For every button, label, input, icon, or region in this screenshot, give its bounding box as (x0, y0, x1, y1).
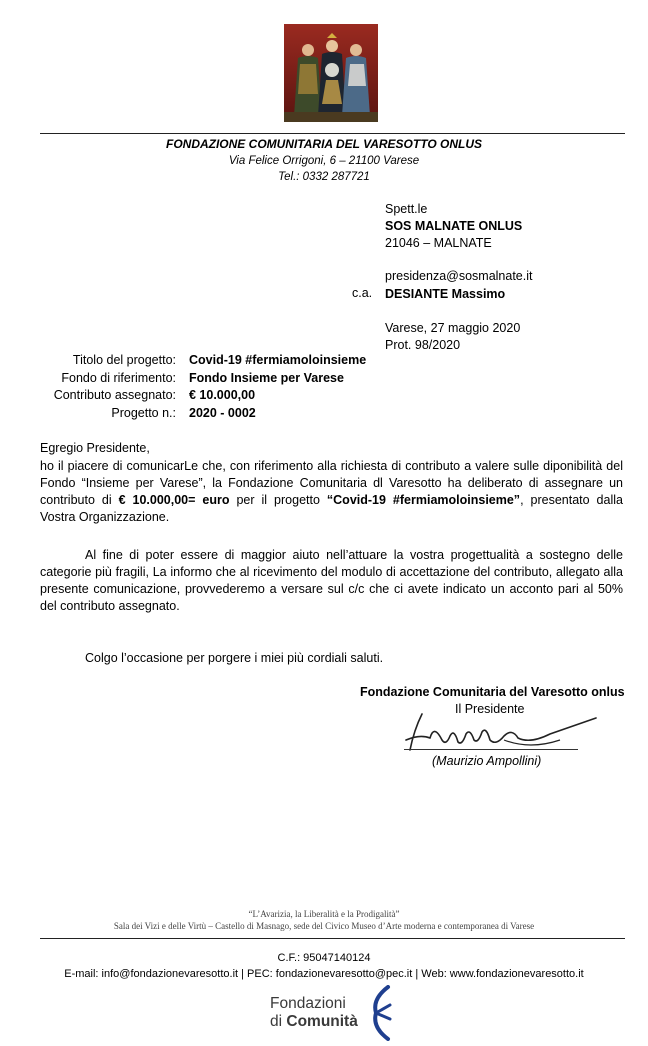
logo-line-2a: di (270, 1013, 287, 1030)
logo-line-2 (270, 1013, 358, 1031)
p1-text-b: per il progetto (229, 493, 327, 507)
ca-label: c.a. (352, 286, 373, 300)
signature-org: Fondazione Comunitaria del Varesotto onlus (360, 685, 625, 699)
fondazioni-logo-text (270, 995, 358, 1031)
logo-line-2b: Comunità (286, 1013, 358, 1030)
project-number-value: 2020 - 0002 (189, 406, 256, 420)
org-phone: Tel.: 0332 287721 (278, 171, 370, 183)
header-rule (40, 133, 625, 134)
greeting: Egregio Presidente, (40, 441, 150, 455)
quote-source: Sala dei Vizi e delle Virtù – Castello di Masnago, sede del Civico Museo d’Arte moderna e contemporanea di Varese (113, 921, 535, 931)
p1-project: “Covid-19 #fermiamoloinsieme” (326, 493, 521, 507)
paragraph-3: Colgo l’occasione per porgere i miei più cordiali saluti. (85, 651, 384, 665)
signature-line (404, 749, 578, 750)
contribution-value: € 10.000,00 (189, 388, 256, 402)
fund-value: Fondo Insieme per Varese (189, 371, 344, 385)
signature-name: (Maurizio Ampollini) (432, 754, 542, 768)
recipient-email: presidenza@sosmalnate.it (385, 269, 533, 283)
contact-info: E-mail: info@fondazionevaresotto.it | PEC: fondazionevaresotto@pec.it | Web: www.fondazionevaresotto.it (64, 968, 584, 980)
org-address: Via Felice Orrigoni, 6 – 21100 Varese (228, 155, 420, 167)
footer-rule (40, 938, 625, 939)
recipient-city: 21046 – MALNATE (385, 236, 492, 250)
p1-text-c: , presentato dalla Vostra Organizzazione. (40, 493, 623, 524)
handwritten-signature (400, 710, 600, 758)
p1-text-a: ho il piacere di comunicarLe che, con riferimento alla richiesta di contributo a valere sulle diponibilità del Fondo “Insieme per Varese”, la Fondazione Comunitaria dl Varesotto ha deliberato di assegnare un contributo di (40, 459, 623, 507)
logo-line-1: Fondazioni (270, 995, 346, 1012)
recipient-salutation: Spett.le (385, 202, 428, 216)
contribution-label: Contributo assegnato: (53, 388, 176, 402)
fund-label: Fondo di riferimento: (61, 371, 176, 385)
project-title-value: Covid-19 #fermiamoloinsieme (189, 353, 367, 367)
ca-name: DESIANTE Massimo (385, 287, 506, 301)
quote-title: “L’Avarizia, la Liberalità e la Prodigalità” (248, 909, 400, 919)
protocol-number: Prot. 98/2020 (385, 338, 461, 352)
fresco-painting-image (284, 24, 378, 122)
paragraph-1 (40, 458, 623, 526)
p1-amount: € 10.000,00= euro (118, 493, 230, 507)
fiscal-code: C.F.: 95047140124 (277, 952, 371, 964)
signature-role: Il Presidente (455, 702, 525, 716)
project-number-label: Progetto n.: (111, 406, 176, 420)
paragraph-2: Al fine di poter essere di maggior aiuto nell’attuare la vostra progettualità a sostegno delle categorie più fragili, La informo che al ricevimento del modulo di accettazione del contributo, allegato alla presente comunicazione, provvederemo a versare sul c/c che ci avete indicato un acconto pari al 50% del contributo assegnato. (40, 548, 623, 613)
project-title-label: Titolo del progetto: (72, 353, 176, 367)
org-name: FONDAZIONE COMUNITARIA DEL VARESOTTO ONLUS (165, 137, 482, 151)
letter-date: Varese, 27 maggio 2020 (385, 321, 521, 335)
recipient-name: SOS MALNATE ONLUS (385, 219, 523, 233)
fondazioni-logo-mark-icon (366, 985, 396, 1041)
